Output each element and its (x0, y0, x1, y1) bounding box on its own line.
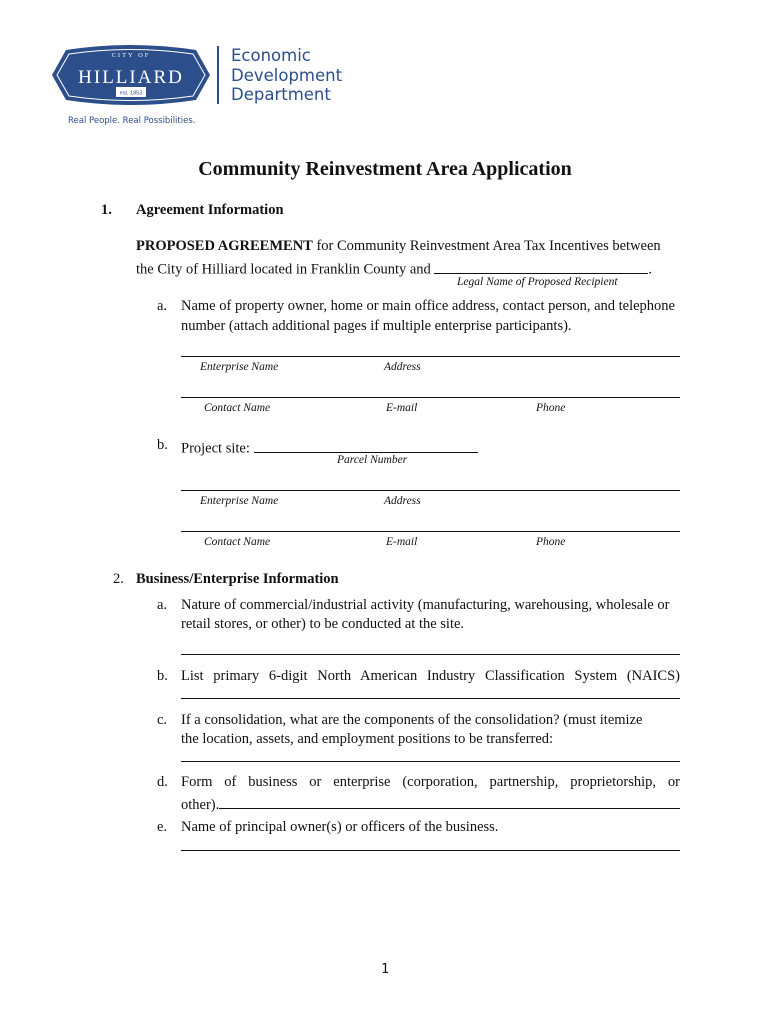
page-number: 1 (381, 962, 389, 977)
header-divider (217, 46, 219, 104)
section2-number: 2. (113, 571, 124, 587)
caption-phone: Phone (536, 402, 566, 414)
logo-city-of: CITY OF (111, 52, 151, 59)
s1-a-label: a. (157, 298, 168, 314)
business-form-field[interactable] (219, 793, 680, 809)
s2-b-label: b. (157, 668, 168, 684)
section2-heading: Business/Enterprise Information (136, 571, 339, 587)
logo-name: HILLIARD (78, 67, 184, 88)
s2-a-line2: retail stores, or other) to be conducted at the site. (181, 616, 465, 632)
department-line-1: Economic (231, 46, 311, 65)
legal-name-caption: Legal Name of Proposed Recipient (457, 276, 618, 288)
s2-a-line1: Nature of commercial/industrial activity (manufacturing, warehousing, wholesale or (181, 597, 670, 613)
proposed-agreement-line2: the City of Hilliard located in Franklin County and . (136, 258, 652, 279)
owners-field-line[interactable] (181, 850, 680, 851)
department-line-2: Development (231, 65, 343, 85)
s2-c-line1: If a consolidation, what are the components of the consolidation? (must itemize (181, 712, 643, 728)
caption-address-2: Address (384, 495, 421, 507)
s2-d-line2: other). (181, 796, 220, 813)
s2-e-label: e. (157, 819, 168, 835)
s1-b-text-row (181, 437, 478, 458)
s2-e-text: Name of principal owner(s) or officers of the business. (181, 819, 499, 835)
department-line-3: Department (231, 85, 331, 104)
s2-d-label: d. (157, 774, 168, 790)
caption-email: E-mail (386, 402, 418, 414)
caption-contact-name-2: Contact Name (204, 536, 271, 548)
project-site-label: Project site: (181, 440, 250, 457)
s2-b-text: List primary 6-digit North American Industry Classification System (NAICS) (181, 668, 680, 684)
owner-info-line-2[interactable] (181, 397, 680, 398)
logo-tagline: Real People. Real Possibilities. (68, 116, 196, 126)
parcel-number-field[interactable] (254, 437, 478, 453)
proposed-agreement-bold: PROPOSED AGREEMENT (136, 238, 313, 254)
caption-enterprise-name-2: Enterprise Name (200, 495, 279, 507)
department-name (231, 46, 342, 105)
s2-d-line2-row (181, 793, 680, 814)
s1-a-line1: Name of property owner, home or main office address, contact person, and telephone (181, 298, 675, 314)
s2-c-line2: the location, assets, and employment positions to be transferred: (181, 731, 554, 747)
consolidation-field-line[interactable] (181, 761, 680, 762)
proposed-agreement-line2-text: the City of Hilliard located in Franklin County and (136, 261, 431, 278)
section1-number: 1. (101, 202, 112, 218)
owner-info-line-1[interactable] (181, 356, 680, 357)
caption-contact-name: Contact Name (204, 402, 271, 414)
caption-enterprise-name: Enterprise Name (200, 361, 279, 373)
naics-field-line[interactable] (181, 698, 680, 699)
s2-c-label: c. (157, 712, 168, 728)
proposed-agreement-rest: for Community Reinvestment Area Tax Incentives between (312, 238, 661, 254)
site-info-line-2[interactable] (181, 531, 680, 532)
activity-field-line[interactable] (181, 654, 680, 655)
s1-b-label: b. (157, 437, 168, 453)
section1-heading: Agreement Information (136, 202, 284, 218)
logo-est: est. 1853 (119, 90, 143, 97)
site-info-line-1[interactable] (181, 490, 680, 491)
caption-address: Address (384, 361, 421, 373)
legal-name-field[interactable] (434, 258, 648, 274)
s2-d-line1: Form of business or enterprise (corporation, partnership, proprietorship, or (181, 774, 680, 790)
s2-a-label: a. (157, 597, 168, 613)
parcel-number-caption: Parcel Number (337, 454, 408, 466)
hilliard-logo (48, 44, 214, 106)
proposed-agreement-line1 (136, 238, 680, 255)
caption-phone-2: Phone (536, 536, 566, 548)
s1-a-line2: number (attach additional pages if multiple enterprise participants). (181, 318, 572, 334)
page-title: Community Reinvestment Area Application (198, 158, 572, 180)
caption-email-2: E-mail (386, 536, 418, 548)
